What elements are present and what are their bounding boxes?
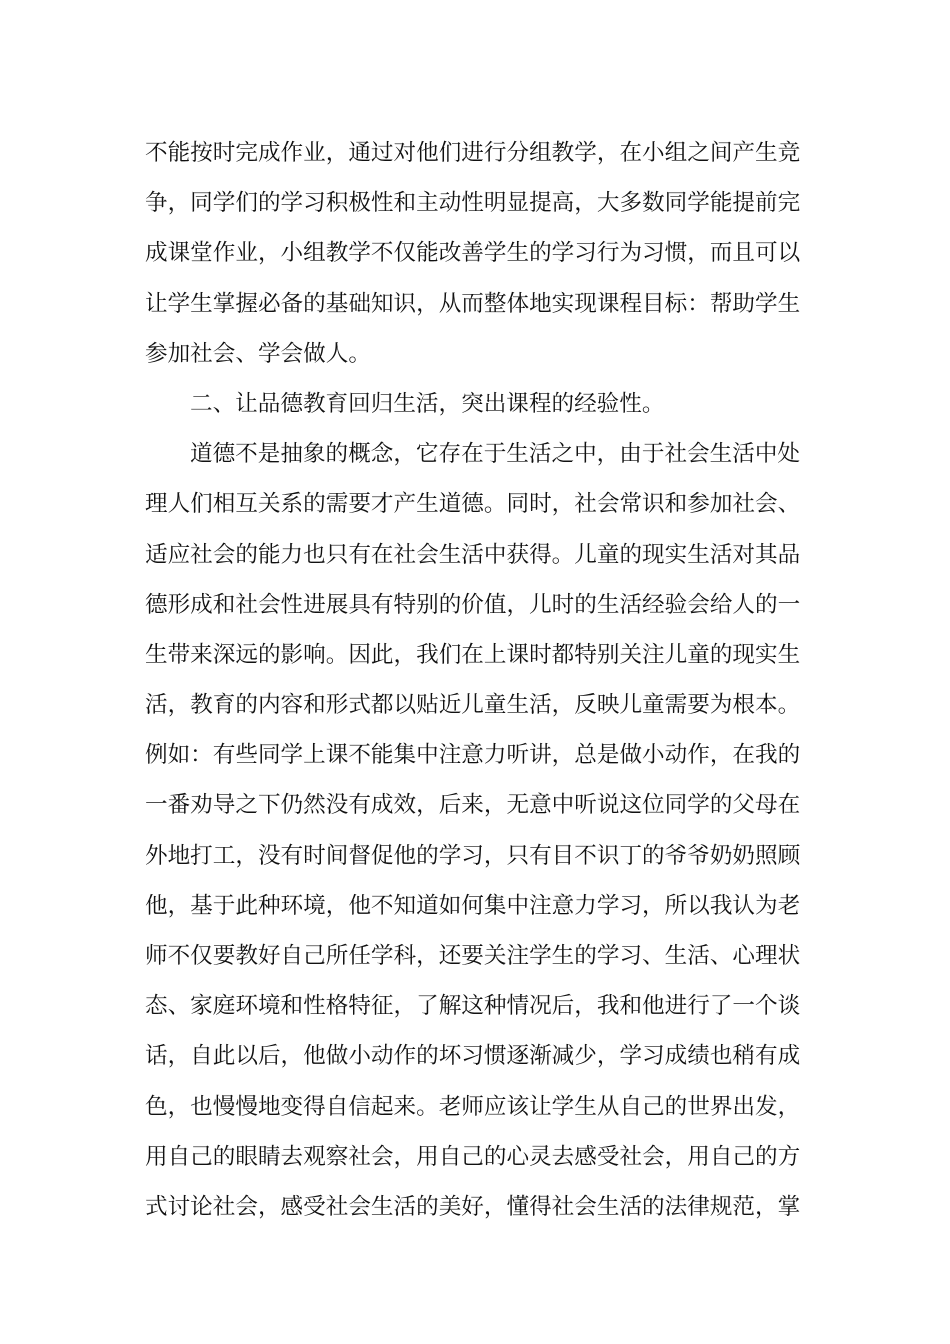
text-line: 师不仅要教好自己所任学科，还要关注学生的学习、生活、心理状 [145, 943, 801, 969]
text-line: 用自己的眼睛去观察社会，用自己的心灵去感受社会，用自己的方 [145, 1143, 801, 1170]
text-line: 一番劝导之下仍然没有成效，后来，无意中听说这位同学的父母在 [145, 792, 801, 819]
text-line: 色，也慢慢地变得自信起来。老师应该让学生从自己的世界出发， [145, 1093, 801, 1120]
text-line: 外地打工，没有时间督促他的学习，只有目不识丁的爷爷奶奶照顾 [145, 842, 801, 869]
text-line: 活，教育的内容和形式都以贴近儿童生活，反映儿童需要为根本。 [145, 692, 801, 719]
body-text [145, 128, 815, 1232]
text-line: 德形成和社会性进展具有特别的价值，儿时的生活经验会给人的一 [145, 591, 801, 618]
text-line: 例如：有些同学上课不能集中注意力听讲，总是做小动作，在我的 [145, 742, 801, 769]
text-line: 参加社会、学会做人。 [145, 340, 371, 367]
text-line: 生带来深远的影响。因此，我们在上课时都特别关注儿童的现实生 [145, 641, 801, 668]
text-line: 不能按时完成作业，通过对他们进行分组教学，在小组之间产生竞 [145, 140, 801, 166]
text-line: 他，基于此种环境，他不知道如何集中注意力学习，所以我认为老 [145, 892, 801, 919]
text-line: 让学生掌握必备的基础知识，从而整体地实现课程目标：帮助学生 [145, 290, 801, 317]
text-line: 话，自此以后，他做小动作的坏习惯逐渐减少，学习成绩也稍有成 [145, 1043, 801, 1070]
text-line: 态、家庭环境和性格特征，了解这种情况后，我和他进行了一个谈 [145, 993, 801, 1020]
section-heading: 二、让品德教育回归生活，突出课程的经验性。 [190, 390, 665, 417]
paragraph-start: 道德不是抽象的概念，它存在于生活之中，由于社会生活中处 [190, 441, 801, 468]
text-line: 理人们相互关系的需要才产生道德。同时，社会常识和参加社会、 [145, 491, 801, 518]
text-line: 争，同学们的学习积极性和主动性明显提高，大多数同学能提前完 [145, 190, 801, 217]
text-line: 式讨论社会，感受社会生活的美好，懂得社会生活的法律规范，掌 [145, 1193, 801, 1220]
text-line: 适应社会的能力也只有在社会生活中获得。儿童的现实生活对其品 [145, 541, 801, 568]
text-line: 成课堂作业，小组教学不仅能改善学生的学习行为习惯，而且可以 [145, 240, 801, 267]
